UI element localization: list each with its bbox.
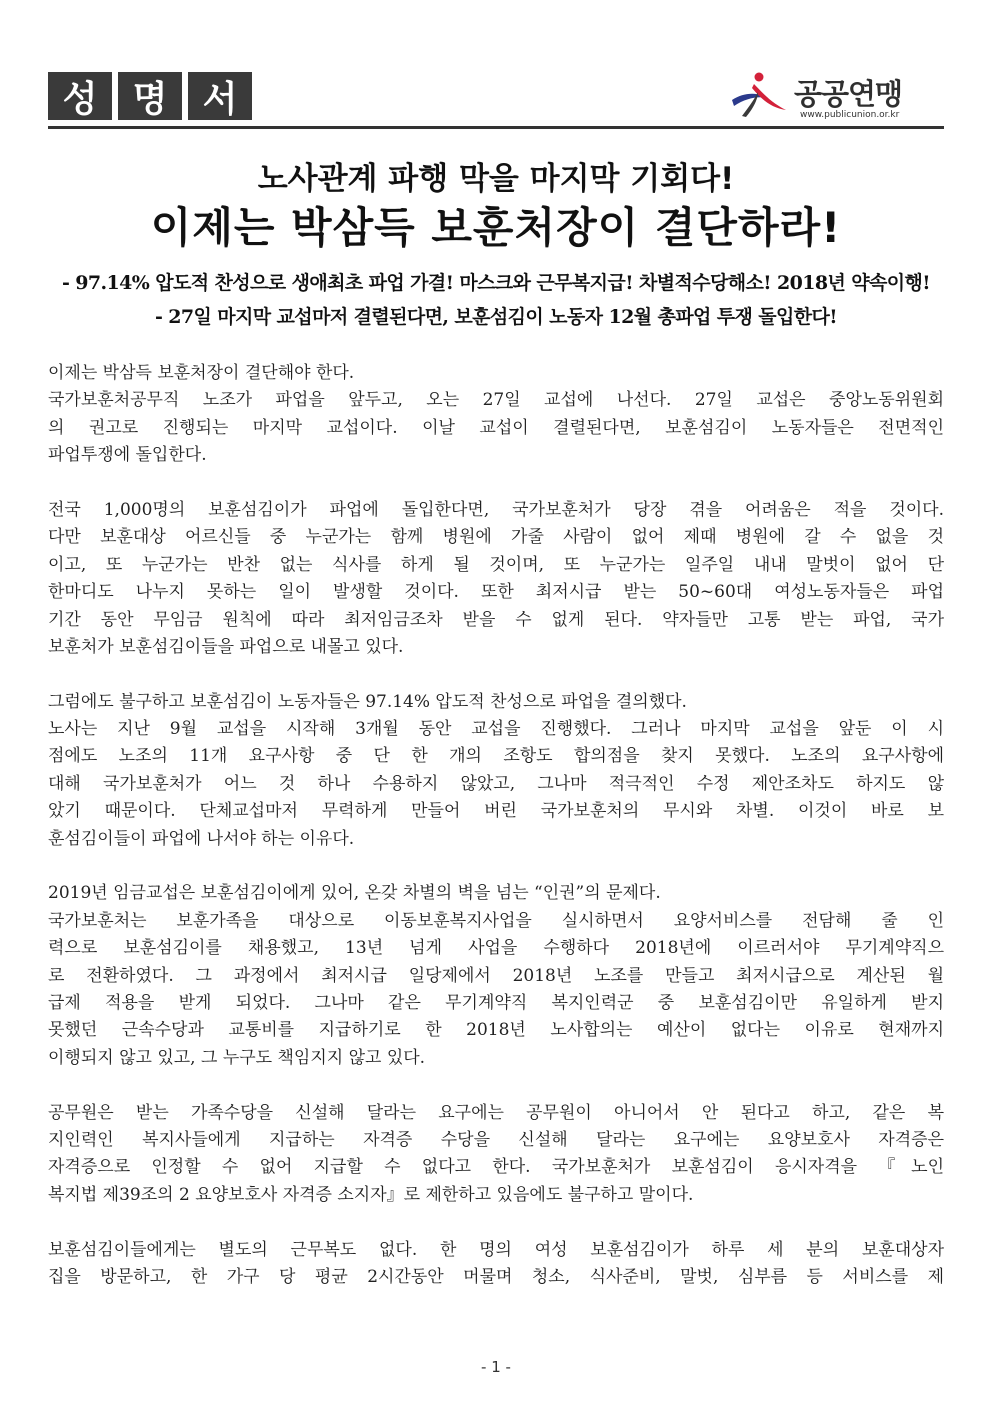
body-line: 기간 동안 무임금 원칙에 따라 최저임금조차 받을 수 없게 된다. 약자들만 고통 받는 파업, 국가 bbox=[48, 609, 944, 630]
body-line: 못했던 근속수당과 교통비를 지급하기로 한 2018년 노사합의는 예산이 없다는 이유로 현재까지 bbox=[48, 1020, 944, 1041]
paragraph-gap bbox=[48, 1209, 944, 1236]
body-line: 다만 보훈대상 어르신들 중 누군가는 함께 병원에 가줄 사람이 없어 제때 병원에 갈 수 없을 것 bbox=[48, 527, 944, 548]
subheadline: - 27일 마지막 교섭마저 결렬된다면, 보훈섬김이 노동자 12월 총파업 투쟁 돌입한다! bbox=[154, 306, 838, 328]
body-line: 집을 방문하고, 한 가구 당 평균 2시간동안 머물며 청소, 식사준비, 말벗, 심부름 등 서비스를 제 bbox=[48, 1266, 944, 1287]
union-logo-text: 공공연맹 bbox=[794, 77, 903, 111]
body-line: 공무원은 받는 가족수당을 신설해 달라는 요구에는 공무원이 아니어서 안 된다고 하고, 같은 복 bbox=[48, 1102, 944, 1123]
body-line: 자격증으로 인정할 수 없어 지급할 수 없다고 한다. 국가보훈처가 보훈섬김이 응시자격을 『노인 bbox=[48, 1157, 944, 1178]
headline-line-1: 노사관계 파행 막을 마지막 기회다! bbox=[257, 161, 735, 197]
body-line: 이제는 박삼득 보훈처장이 결단해야 한다. bbox=[48, 363, 355, 383]
body-line: 의 권고로 진행되는 마지막 교섭이다. 이날 교섭이 결렬된다면, 보훈섬김이 노동자들은 전면적인 bbox=[48, 417, 944, 438]
statement-label-char: 서 bbox=[188, 72, 252, 120]
body-line: 국가보훈처는 보훈가족을 대상으로 이동보훈복지사업을 실시하면서 요양서비스를 전담해 줄 인 bbox=[48, 910, 944, 931]
body-line: 지인력인 복지사들에게 지급하는 자격증 수당을 신설해 달라는 요구에는 요양보호사 자격증은 bbox=[48, 1129, 944, 1150]
paragraph-gap bbox=[48, 470, 944, 497]
statement-label bbox=[48, 72, 252, 120]
union-logo-icon bbox=[728, 70, 790, 118]
document-header bbox=[48, 66, 944, 136]
body-line: 이고, 또 누군가는 반찬 없는 식사를 하게 될 것이며, 또 누군가는 일주일 내내 말벗이 없어 단 bbox=[48, 554, 944, 575]
headline-block bbox=[0, 158, 992, 256]
body-line: 2019년 임금교섭은 보훈섬김이에게 있어, 온갖 차별의 벽을 넘는 “인권”의 문제다. bbox=[48, 883, 661, 904]
statement-body bbox=[48, 360, 944, 1291]
paragraph-gap bbox=[48, 661, 944, 688]
body-line: 력으로 보훈섬김이를 채용했고, 13년 넘게 사업을 수행하다 2018년에 이르러서야 무기계약직으 bbox=[48, 938, 944, 959]
statement-label-char: 성 bbox=[48, 72, 112, 120]
headline-line-2: 이제는 박삼득 보훈처장이 결단하라! bbox=[150, 203, 842, 252]
body-line: 대해 국가보훈처가 어느 것 하나 수용하지 않았고, 그나마 적극적인 수정 제안조차도 하지도 않 bbox=[48, 773, 944, 794]
statement-label-char: 명 bbox=[118, 72, 182, 120]
subheadline: - 97.14% 압도적 찬성으로 생애최초 파업 가결! 마스크와 근무복지급! 차별적수당해소! 2018년 약속이행! bbox=[62, 272, 930, 294]
body-line: 국가보훈처공무직 노조가 파업을 앞두고, 오는 27일 교섭에 나선다. 27일 교섭은 중앙노동위원회 bbox=[48, 390, 944, 411]
union-url: www.publicunion.or.kr bbox=[800, 110, 900, 120]
paragraph-gap bbox=[48, 853, 944, 880]
body-line: 보훈처가 보훈섬김이들을 파업으로 내몰고 있다. bbox=[48, 636, 404, 657]
union-logo bbox=[728, 66, 938, 124]
body-line: 파업투쟁에 돌입한다. bbox=[48, 445, 207, 466]
body-line: 훈섬김이들이 파업에 나서야 하는 이유다. bbox=[48, 828, 355, 849]
body-line: 복지법 제39조의 2 요양보호사 자격증 소지자』로 제한하고 있음에도 불구하고 말이다. bbox=[48, 1184, 694, 1205]
body-line: 로 전환하였다. 그 과정에서 최저시급 일당제에서 2018년 노조를 만들고 최저시급으로 계산된 월 bbox=[48, 965, 944, 986]
page-number: - 1 - bbox=[481, 1358, 511, 1376]
body-line: 한마디도 나누지 못하는 일이 발생할 것이다. 또한 최저시급 받는 50~60대 여성노동자들은 파업 bbox=[48, 582, 944, 603]
body-line: 전국 1,000명의 보훈섬김이가 파업에 돌입한다면, 국가보훈처가 당장 겪을 어려움은 적을 것이다. bbox=[48, 499, 944, 520]
body-line: 그럼에도 불구하고 보훈섬김이 노동자들은 97.14% 압도적 찬성으로 파업을 결의했다. bbox=[48, 691, 687, 712]
body-line: 급제 적용을 받게 되었다. 그나마 같은 무기계약직 복지인력군 중 보훈섬김이만 유일하게 받지 bbox=[48, 992, 944, 1013]
paragraph-gap bbox=[48, 1072, 944, 1099]
header-divider bbox=[48, 126, 944, 129]
subheadline-block bbox=[44, 266, 948, 334]
body-line: 노사는 지난 9월 교섭을 시작해 3개월 동안 교섭을 진행했다. 그러나 마지막 교섭을 앞둔 이 시 bbox=[48, 719, 944, 740]
body-line: 이행되지 않고 있고, 그 누구도 책임지지 않고 있다. bbox=[48, 1047, 426, 1068]
body-line: 았기 때문이다. 단체교섭마저 무력하게 만들어 버린 국가보훈처의 무시와 차별. 이것이 바로 보 bbox=[48, 801, 944, 822]
body-line: 점에도 노조의 11개 요구사항 중 단 한 개의 조항도 합의점을 찾지 못했다. 노조의 요구사항에 bbox=[48, 746, 944, 767]
body-line: 보훈섬김이들에게는 별도의 근무복도 없다. 한 명의 여성 보훈섬김이가 하루 세 분의 보훈대상자 bbox=[48, 1239, 944, 1260]
